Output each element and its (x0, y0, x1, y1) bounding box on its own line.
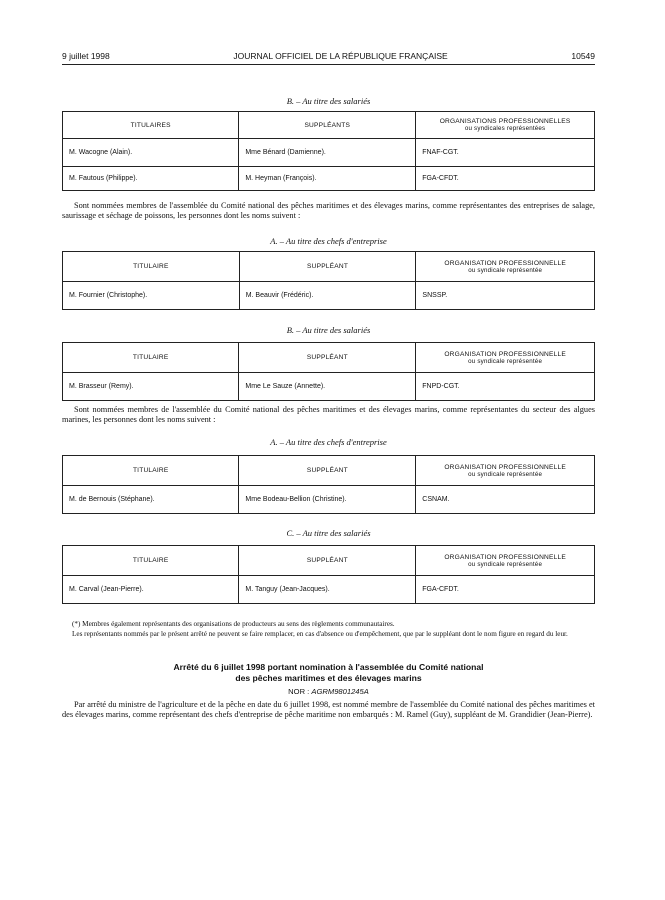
paragraph: Sont nommées membres de l'assemblée du Comité national des pêches maritimes et des élevages marins, comme représentantes des entreprises de salage, saurissage et séchage de poissons, les personnes dont les noms suivent : (62, 201, 595, 221)
cell-titulaire: M. Wacogne (Alain). (63, 139, 239, 167)
section-heading: B. – Au titre des salariés (286, 325, 371, 335)
arrete-body: Par arrêté du ministre de l'agriculture et de la pêche en date du 6 juillet 1998, est nommé membre de l'assemblée du Comité national des pêches maritimes et des élevages marins, comme représentant des chefs d'entreprise de pêche maritime non embarqués : M. Ramel (Guy), suppléant de M. Grandidier (Jean-Pierre). (62, 700, 595, 720)
column-header-organisation: ORGANISATION PROFESSIONNELLE ou syndicale représentée (416, 252, 595, 282)
cell-organisation: FNAF-CGT. (416, 139, 595, 167)
nomination-table (62, 455, 595, 514)
cell-titulaire: M. Fournier (Christophe). (63, 282, 240, 310)
section-heading: B. – Au titre des salariés (286, 96, 371, 106)
section-heading: C. – Au titre des salariés (286, 528, 371, 538)
cell-organisation: SNSSP. (416, 282, 595, 310)
column-header-titulaire: TITULAIRE (63, 252, 240, 282)
column-header-titulaires: TITULAIRES (63, 112, 239, 139)
header-journal-title: JOURNAL OFFICIEL DE LA RÉPUBLIQUE FRANÇAISE (233, 51, 448, 61)
section-heading: A. – Au titre des chefs d'entreprise (270, 236, 387, 246)
cell-suppleant: M. Beauvir (Frédéric). (239, 282, 416, 310)
column-header-titulaire: TITULAIRE (63, 456, 239, 486)
footnote: (*) Membres également représentants des organisations de producteurs au sens des règlements communautaires. (72, 620, 395, 628)
column-header-titulaire: TITULAIRE (63, 343, 239, 373)
nor-code: AGRM9801245A (311, 687, 369, 696)
nomination-table (62, 342, 595, 401)
nomination-table (62, 251, 595, 310)
paragraph: Sont nommées membres de l'assemblée du Comité national des pêches maritimes et des élevages marins, comme représentantes du secteur des algues marines, les personnes dont les noms suivent : (62, 405, 595, 425)
header-rule (62, 64, 595, 65)
cell-suppleant: M. Tanguy (Jean-Jacques). (239, 576, 416, 604)
column-header-suppleant: SUPPLÉANT (239, 456, 416, 486)
column-header-organisation: ORGANISATION PROFESSIONNELLE ou syndicale représentée (416, 546, 595, 576)
nor-label: NOR : (288, 687, 310, 696)
table-row (63, 167, 595, 191)
column-header-suppleants: SUPPLÉANTS (239, 112, 416, 139)
cell-organisation: FNPD-CGT. (416, 373, 595, 401)
column-header-suppleant: SUPPLÉANT (239, 546, 416, 576)
table-row (63, 282, 595, 310)
section-heading: A. – Au titre des chefs d'entreprise (270, 437, 387, 447)
header-date: 9 juillet 1998 (62, 51, 110, 61)
column-header-titulaire: TITULAIRE (63, 546, 239, 576)
column-header-organisations: ORGANISATIONS PROFESSIONNELLES ou syndicales représentées (416, 112, 595, 139)
table-row (63, 486, 595, 514)
footnote: Les représentants nommés par le présent arrêté ne peuvent se faire remplacer, en cas d'absence ou d'empêchement, que par le suppléant dont le nom figure en regard du leur. (72, 630, 568, 638)
cell-titulaire: M. Brasseur (Remy). (63, 373, 239, 401)
cell-suppleant: Mme Bodeau-Bellion (Christine). (239, 486, 416, 514)
page-header (62, 51, 595, 61)
cell-titulaire: M. de Bernouis (Stéphane). (63, 486, 239, 514)
arrete-title-line: des pêches maritimes et des élevages marins (235, 673, 422, 683)
nor-reference (62, 687, 595, 696)
nomination-table (62, 545, 595, 604)
cell-organisation: FGA-CFDT. (416, 576, 595, 604)
cell-suppleant: Mme Bénard (Damienne). (239, 139, 416, 167)
cell-organisation: CSNAM. (416, 486, 595, 514)
table-row (63, 139, 595, 167)
cell-suppleant: M. Heyman (François). (239, 167, 416, 191)
cell-organisation: FGA-CFDT. (416, 167, 595, 191)
cell-titulaire: M. Fautous (Philippe). (63, 167, 239, 191)
arrete-title-line: Arrêté du 6 juillet 1998 portant nomination à l'assemblée du Comité national (173, 662, 484, 672)
column-header-suppleant: SUPPLÉANT (239, 252, 416, 282)
column-header-suppleant: SUPPLÉANT (239, 343, 416, 373)
header-page-number: 10549 (571, 51, 595, 61)
cell-suppleant: Mme Le Sauze (Annette). (239, 373, 416, 401)
nomination-table (62, 111, 595, 191)
cell-titulaire: M. Carval (Jean-Pierre). (63, 576, 239, 604)
column-header-organisation: ORGANISATION PROFESSIONNELLE ou syndicale représentée (416, 456, 595, 486)
table-row (63, 373, 595, 401)
table-row (63, 576, 595, 604)
column-header-organisation: ORGANISATION PROFESSIONNELLE ou syndicale représentée (416, 343, 595, 373)
arrete-title (62, 662, 595, 684)
